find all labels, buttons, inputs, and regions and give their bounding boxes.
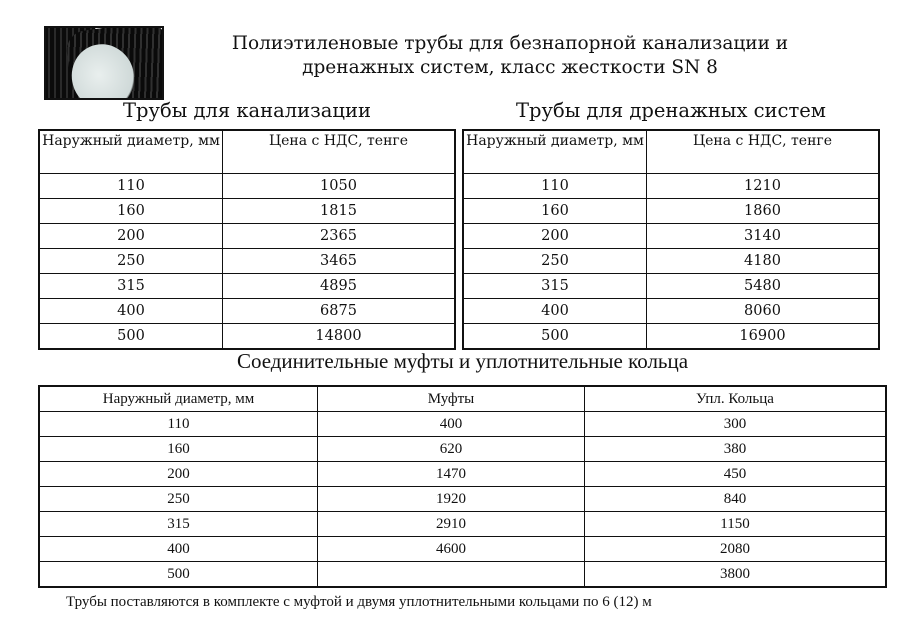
cell: 110 — [39, 174, 223, 199]
cell: 400 — [318, 412, 585, 437]
table-row — [39, 249, 455, 274]
cell: 160 — [39, 437, 318, 462]
title-line-2: дренажных систем, класс жесткости SN 8 — [302, 57, 718, 78]
cell: 1050 — [223, 174, 456, 199]
fittings-heading: Соединительные муфты и уплотнительные кольца — [236, 349, 689, 373]
table-row — [39, 512, 886, 537]
table-header-row — [39, 130, 455, 174]
cell: 315 — [39, 274, 223, 299]
table-row — [39, 412, 886, 437]
page-title — [180, 32, 840, 80]
cell: 400 — [463, 299, 647, 324]
column-header: Наружный диаметр, мм — [39, 386, 318, 412]
cell: 380 — [585, 437, 887, 462]
table-row — [39, 562, 886, 588]
cell: 2080 — [585, 537, 887, 562]
column-header: Наружный диаметр, мм — [463, 130, 647, 174]
cell: 2365 — [223, 224, 456, 249]
cell: 315 — [463, 274, 647, 299]
cell: 110 — [39, 412, 318, 437]
cell: 400 — [39, 537, 318, 562]
corrugated-pipe-photo — [44, 26, 164, 100]
column-header: Цена с НДС, тенге — [223, 130, 456, 174]
cell: 14800 — [223, 324, 456, 350]
cell: 500 — [39, 562, 318, 588]
table-row — [39, 487, 886, 512]
cell: 6875 — [223, 299, 456, 324]
cell: 3140 — [647, 224, 880, 249]
column-header: Муфты — [318, 386, 585, 412]
cell: 300 — [585, 412, 887, 437]
table-row — [39, 224, 455, 249]
column-header: Наружный диаметр, мм — [39, 130, 223, 174]
cell: 250 — [39, 249, 223, 274]
cell: 16900 — [647, 324, 880, 350]
cell: 4895 — [223, 274, 456, 299]
fittings-price-table — [38, 385, 887, 588]
table-row — [39, 174, 455, 199]
cell: 250 — [463, 249, 647, 274]
table-row — [463, 324, 879, 350]
table-header-row — [39, 386, 886, 412]
table-row — [39, 537, 886, 562]
sewer-price-table — [38, 129, 456, 350]
cell: 315 — [39, 512, 318, 537]
drainage-heading: Трубы для дренажных систем — [516, 99, 826, 122]
cell: 250 — [39, 487, 318, 512]
cell: 5480 — [647, 274, 880, 299]
cell: 450 — [585, 462, 887, 487]
column-header: Упл. Кольца — [585, 386, 887, 412]
cell: 4180 — [647, 249, 880, 274]
sewer-heading: Трубы для канализации — [123, 99, 371, 122]
cell: 1860 — [647, 199, 880, 224]
table-row — [39, 274, 455, 299]
cell: 400 — [39, 299, 223, 324]
cell — [318, 562, 585, 588]
table-row — [39, 324, 455, 350]
table-row — [39, 199, 455, 224]
cell: 1150 — [585, 512, 887, 537]
cell: 200 — [39, 224, 223, 249]
column-header: Цена с НДС, тенге — [647, 130, 880, 174]
table-row — [39, 462, 886, 487]
cell: 4600 — [318, 537, 585, 562]
cell: 840 — [585, 487, 887, 512]
cell: 1470 — [318, 462, 585, 487]
cell: 160 — [463, 199, 647, 224]
cell: 200 — [463, 224, 647, 249]
table-row — [463, 274, 879, 299]
title-line-1: Полиэтиленовые трубы для безнапорной канализации и — [231, 33, 789, 54]
cell: 3800 — [585, 562, 887, 588]
table-row — [463, 224, 879, 249]
cell: 500 — [463, 324, 647, 350]
table-row — [463, 174, 879, 199]
cell: 1210 — [647, 174, 880, 199]
cell: 3465 — [223, 249, 456, 274]
table-row — [463, 199, 879, 224]
cell: 2910 — [318, 512, 585, 537]
cell: 620 — [318, 437, 585, 462]
table-row — [463, 299, 879, 324]
table-row — [463, 249, 879, 274]
cell: 200 — [39, 462, 318, 487]
cell: 8060 — [647, 299, 880, 324]
cell: 110 — [463, 174, 647, 199]
footnote: Трубы поставляются в комплекте с муфтой и двумя уплотнительными кольцами по 6 (12) м — [66, 594, 652, 610]
table-row — [39, 437, 886, 462]
cell: 1920 — [318, 487, 585, 512]
table-header-row — [463, 130, 879, 174]
cell: 1815 — [223, 199, 456, 224]
cell: 160 — [39, 199, 223, 224]
drainage-price-table — [462, 129, 880, 350]
cell: 500 — [39, 324, 223, 350]
table-row — [39, 299, 455, 324]
